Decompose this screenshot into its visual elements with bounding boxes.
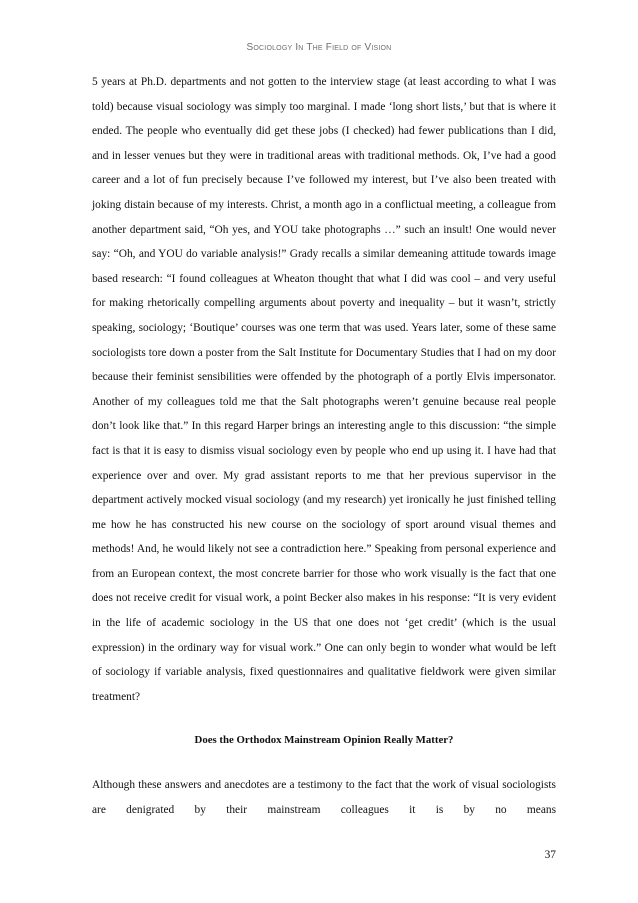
section-heading: Does the Orthodox Mainstream Opinion Really Matter? xyxy=(194,734,454,746)
running-header: Sociology In The Field of Vision xyxy=(246,42,392,53)
body-paragraph: 5 years at Ph.D. departments and not gotten to the interview stage (at least according to what I was told) because visual sociology was simply too marginal. I made ‘long short lists,’ but that is where it ended. The people who eventually did get these jobs (I checked) had fewer publications than I did, and in lesser venues but they were in traditional areas with traditional methods. Ok, I’ve had a good career and a lot of fun precisely because I’ve followed my interest, but I’ve also been treated with joking distain because of my interests. Christ, a month ago in a conflictual meeting, a colleague from another department said, “Oh yes, and YOU take photographs …” such an insult! One would never say: “Oh, and YOU do variable analysis!” Grady recalls a similar demeaning attitude towards image based research: “I found colleagues at Wheaton thought that what I did was cool – and very useful for making rhetorically compelling arguments about poverty and inequality – but it wasn’t, strictly speaking, sociology; ‘Boutique’ courses was one term that was used. Years later, some of these same sociologists tore down a poster from the Salt Institute for Documentary Studies that I had on my door because their feminist sensibilities were offended by the photograph of a portly Elvis impersonator. Another of my colleagues told me that the Salt photographs weren’t genuine because real people don’t look like that.” In this regard Harper brings an interesting angle to this discussion: “the simple fact is that it is easy to dismiss visual sociology even by people who end up using it. I have had that experience over and over. My grad assistant reports to me that her previous supervisor in the department actively mocked visual sociology (and my research) yet ironically he just finished telling me how he has constructed his new course on the sociology of sport around visual themes and methods! And, he would likely not see a contradiction here.” Speaking from personal experience and from an European context, the most concrete barrier for those who work visually is the fact that one does not receive credit for visual work, a point Becker also makes in his response: “It is very evident in the life of academic sociology in the US that one does not ‘get credit’ (which is the usual expression) in the ordinary way for visual work.” One can only begin to wonder what would be left of sociology if variable analysis, fixed questionnaires and qualitative fieldwork were given similar treatment? xyxy=(92,76,556,703)
page-number: 37 xyxy=(544,849,556,861)
body-paragraph-continued: Although these answers and anecdotes are a testimony to the fact that the work of visual sociologists are denigrated by their mainstream colleagues it is by no means xyxy=(92,779,556,816)
